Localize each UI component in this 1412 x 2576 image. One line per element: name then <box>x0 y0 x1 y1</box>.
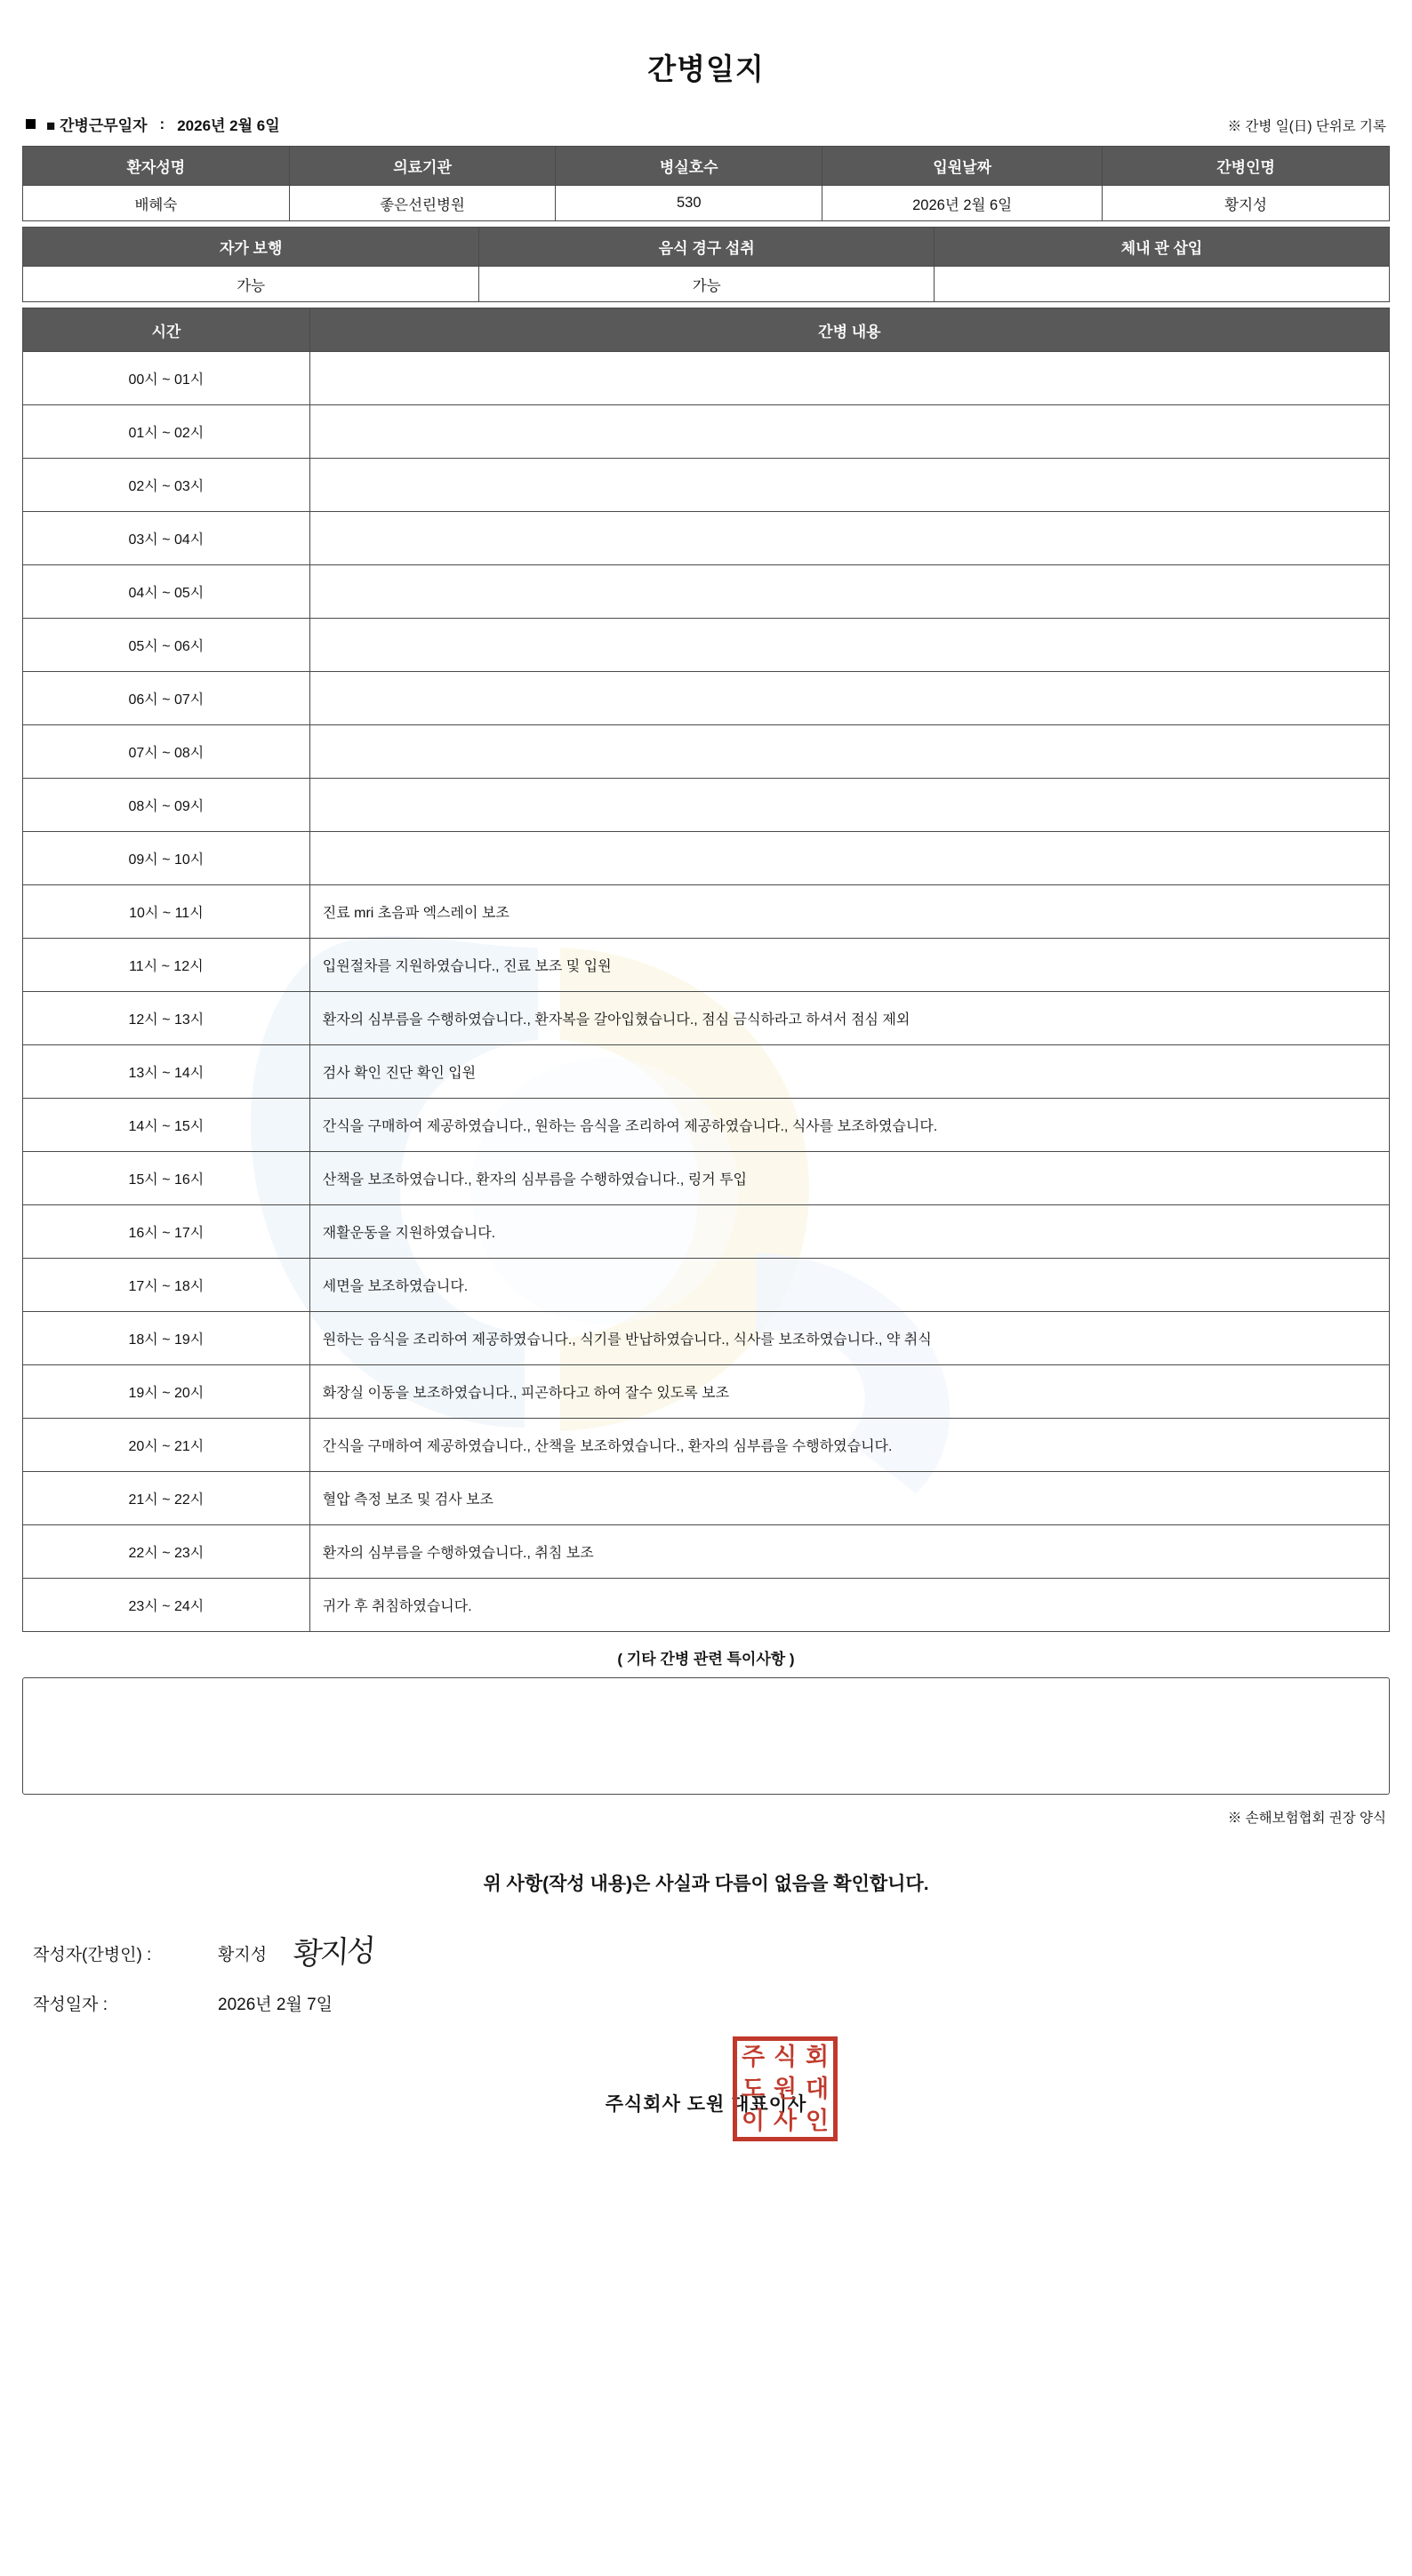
row-content[interactable]: 간식을 구매하여 제공하였습니다., 산책을 보조하였습니다., 환자의 심부름을 수행하였습니다. <box>309 1419 1389 1472</box>
writer-label: 작성자(간병인) : <box>33 1945 152 1964</box>
row-content[interactable] <box>309 459 1389 512</box>
row-time: 14시 ~ 15시 <box>23 1099 310 1152</box>
condition-table <box>22 227 1390 302</box>
row-time: 06시 ~ 07시 <box>23 672 310 725</box>
table-row <box>23 885 1390 939</box>
header-admission-date: 입원날짜 <box>822 147 1103 186</box>
row-time: 15시 ~ 16시 <box>23 1152 310 1205</box>
row-content[interactable] <box>309 405 1389 459</box>
row-time: 10시 ~ 11시 <box>23 885 310 939</box>
row-time: 22시 ~ 23시 <box>23 1525 310 1579</box>
header-hospital: 의료기관 <box>289 147 556 186</box>
row-time: 03시 ~ 04시 <box>23 512 310 565</box>
table-row <box>23 512 1390 565</box>
writer-value: 황지성 <box>218 1945 268 1964</box>
stamp-char: 대 <box>805 2075 830 2102</box>
header-care-content: 간병 내용 <box>309 308 1389 352</box>
row-content[interactable] <box>309 352 1389 405</box>
work-date-label: ■ 간병근무일자 <box>46 117 148 134</box>
table-row <box>23 1312 1390 1365</box>
row-time: 02시 ~ 03시 <box>23 459 310 512</box>
row-time: 11시 ~ 12시 <box>23 939 310 992</box>
table-row <box>23 1205 1390 1259</box>
table-row <box>23 459 1390 512</box>
patient-info-table <box>22 146 1390 221</box>
row-time: 18시 ~ 19시 <box>23 1312 310 1365</box>
special-notes-title: ( 기타 간병 관련 특이사항 ) <box>617 1651 795 1668</box>
header-time: 시간 <box>23 308 310 352</box>
row-content[interactable]: 환자의 심부름을 수행하였습니다., 취침 보조 <box>309 1525 1389 1579</box>
work-date-colon: : <box>159 115 165 132</box>
table-row <box>23 939 1390 992</box>
table-row <box>23 779 1390 832</box>
row-time: 16시 ~ 17시 <box>23 1205 310 1259</box>
stamp-char: 인 <box>805 2107 830 2134</box>
row-content[interactable] <box>309 832 1389 885</box>
row-time: 13시 ~ 14시 <box>23 1045 310 1099</box>
row-time: 19시 ~ 20시 <box>23 1365 310 1419</box>
row-time: 04시 ~ 05시 <box>23 565 310 619</box>
condition-value-row <box>23 267 1390 302</box>
confirmation-statement: 위 사항(작성 내용)은 사실과 다름이 없음을 확인합니다. <box>483 1874 929 1894</box>
table-row <box>23 1579 1390 1632</box>
row-time: 23시 ~ 24시 <box>23 1579 310 1632</box>
row-time: 00시 ~ 01시 <box>23 352 310 405</box>
record-unit-note: ※ 간병 일(日) 단위로 기록 <box>1227 119 1386 134</box>
table-row <box>23 1365 1390 1419</box>
table-row <box>23 1419 1390 1472</box>
header-tube-insertion: 체내 관 삽입 <box>935 228 1390 267</box>
table-row <box>23 405 1390 459</box>
table-row <box>23 1045 1390 1099</box>
row-content[interactable]: 산책을 보조하였습니다., 환자의 심부름을 수행하였습니다., 링거 투입 <box>309 1152 1389 1205</box>
patient-info-value-row <box>23 186 1390 221</box>
row-content[interactable]: 입원절차를 지원하였습니다., 진료 보조 및 입원 <box>309 939 1389 992</box>
table-row <box>23 1472 1390 1525</box>
work-date-block <box>26 113 280 135</box>
table-row <box>23 1259 1390 1312</box>
table-row <box>23 992 1390 1045</box>
table-row <box>23 1099 1390 1152</box>
row-time: 07시 ~ 08시 <box>23 725 310 779</box>
header-oral-intake: 음식 경구 섭취 <box>479 228 935 267</box>
row-time: 12시 ~ 13시 <box>23 992 310 1045</box>
value-self-walking: 가능 <box>23 267 479 302</box>
table-row <box>23 619 1390 672</box>
table-row <box>23 1152 1390 1205</box>
row-content[interactable]: 원하는 음식을 조리하여 제공하였습니다., 식기를 반납하였습니다., 식사를 보조하였습니다., 약 취식 <box>309 1312 1389 1365</box>
signature-block <box>22 1928 1390 2028</box>
row-content[interactable]: 간식을 구매하여 제공하였습니다., 원하는 음식을 조리하여 제공하였습니다., 식사를 보조하였습니다. <box>309 1099 1389 1152</box>
row-time: 17시 ~ 18시 <box>23 1259 310 1312</box>
table-row <box>23 672 1390 725</box>
page-title: 간병일지 <box>647 52 765 85</box>
row-content[interactable]: 귀가 후 취침하였습니다. <box>309 1579 1389 1632</box>
company-seal-stamp-icon <box>733 2036 838 2141</box>
company-row <box>22 2028 1390 2134</box>
header-caregiver-name: 간병인명 <box>1103 147 1390 186</box>
bullet-square-icon <box>26 119 36 129</box>
value-caregiver-name: 황지성 <box>1103 186 1390 221</box>
stamp-char: 식 <box>773 2043 798 2070</box>
row-content[interactable]: 혈압 측정 보조 및 검사 보조 <box>309 1472 1389 1525</box>
row-content[interactable] <box>309 779 1389 832</box>
hourly-log-table <box>22 308 1390 1632</box>
row-time: 05시 ~ 06시 <box>23 619 310 672</box>
value-patient-name: 배혜숙 <box>23 186 290 221</box>
value-tube-insertion <box>935 267 1390 302</box>
value-room-number: 530 <box>556 186 822 221</box>
handwritten-signature: 황지성 <box>292 1932 374 1973</box>
meta-row <box>22 97 1390 146</box>
value-hospital: 좋은선린병원 <box>289 186 556 221</box>
row-content[interactable] <box>309 619 1389 672</box>
written-date-value: 2026년 2월 7일 <box>218 1995 333 2014</box>
work-date-value: 2026년 2월 6일 <box>177 117 280 134</box>
row-time: 08시 ~ 09시 <box>23 779 310 832</box>
header-self-walking: 자가 보행 <box>23 228 479 267</box>
stamp-char: 회 <box>805 2043 830 2070</box>
row-time: 21시 ~ 22시 <box>23 1472 310 1525</box>
header-room-number: 병실호수 <box>556 147 822 186</box>
header-patient-name: 환자성명 <box>23 147 290 186</box>
row-content[interactable]: 화장실 이동을 보조하였습니다., 피곤하다고 하여 잘수 있도록 보조 <box>309 1365 1389 1419</box>
company-name: 주식회사 도원 대표이사 <box>605 2094 807 2115</box>
table-row <box>23 565 1390 619</box>
stamp-char: 도 <box>741 2075 766 2102</box>
table-row <box>23 832 1390 885</box>
row-time: 09시 ~ 10시 <box>23 832 310 885</box>
row-content[interactable] <box>309 672 1389 725</box>
written-date-row <box>33 1978 1390 2028</box>
row-content[interactable]: 환자의 심부름을 수행하였습니다., 환자복을 갈아입혔습니다., 점심 금식하라고 하셔서 점심 제외 <box>309 992 1389 1045</box>
row-time: 01시 ~ 02시 <box>23 405 310 459</box>
writer-row <box>33 1928 1390 1978</box>
written-date-label: 작성일자 : <box>33 1995 108 2014</box>
row-content[interactable]: 재활운동을 지원하였습니다. <box>309 1205 1389 1259</box>
table-row <box>23 1525 1390 1579</box>
stamp-char: 사 <box>773 2107 798 2134</box>
table-row <box>23 725 1390 779</box>
stamp-char: 이 <box>741 2107 766 2134</box>
row-content[interactable]: 세면을 보조하였습니다. <box>309 1259 1389 1312</box>
row-content[interactable] <box>309 565 1389 619</box>
value-oral-intake: 가능 <box>479 267 935 302</box>
row-content[interactable]: 진료 mri 초음파 엑스레이 보조 <box>309 885 1389 939</box>
value-admission-date: 2026년 2월 6일 <box>822 186 1103 221</box>
stamp-char: 원 <box>773 2075 798 2102</box>
patient-info-header-row <box>23 147 1390 186</box>
association-form-note: ※ 손해보험협회 권장 양식 <box>1227 1811 1386 1826</box>
stamp-char: 주 <box>741 2043 766 2070</box>
row-content[interactable] <box>309 725 1389 779</box>
row-time: 20시 ~ 21시 <box>23 1419 310 1472</box>
hourly-log-header-row <box>23 308 1390 352</box>
special-notes-box[interactable] <box>22 1677 1390 1795</box>
condition-header-row <box>23 228 1390 267</box>
row-content[interactable] <box>309 512 1389 565</box>
row-content[interactable]: 검사 확인 진단 확인 입원 <box>309 1045 1389 1099</box>
table-row <box>23 352 1390 405</box>
